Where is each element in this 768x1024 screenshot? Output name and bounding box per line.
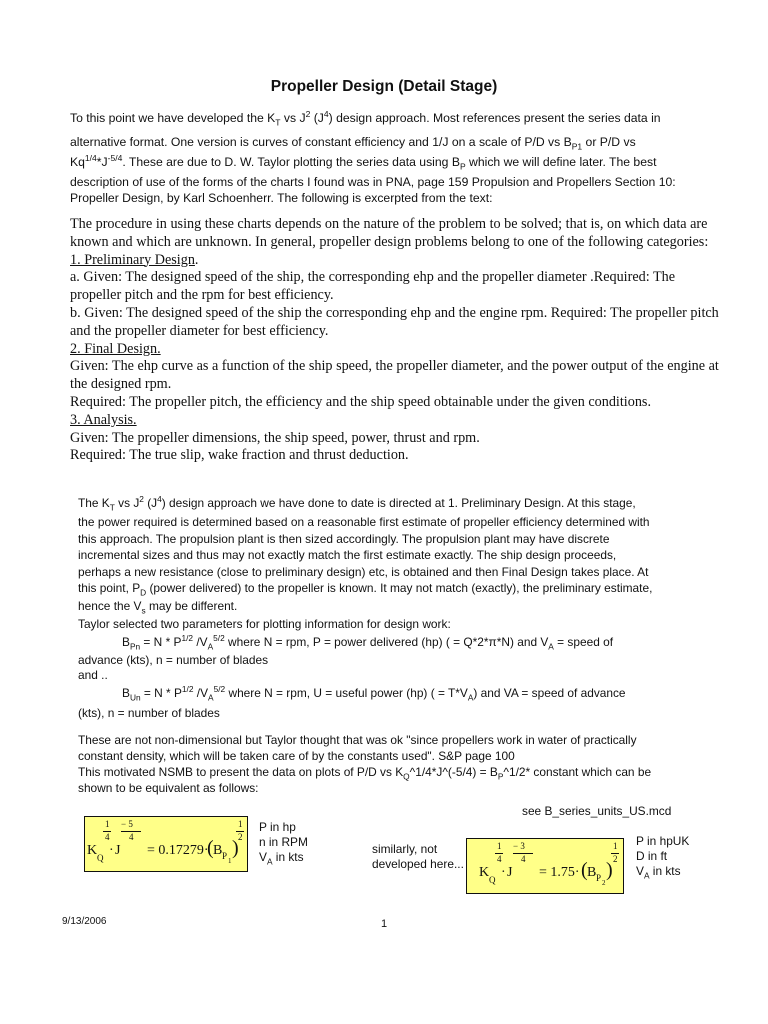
formula-symbol: (: [207, 837, 214, 859]
body-line: constant density, which will be taken care of by the constants used". S&P page 100: [78, 749, 515, 763]
similarly-note: [372, 842, 464, 872]
intro-paragraph: [70, 106, 710, 207]
page-number: 1: [381, 918, 388, 930]
excerpt-block: [70, 216, 720, 465]
formula-symbol: 2: [602, 879, 606, 887]
final-given: Given: The ehp curve as a function of the ship speed, the propeller diameter, and the power output of the engine at the designed rpm.: [70, 358, 719, 393]
reference-note: see B_series_units_US.mcd: [522, 804, 672, 818]
unit-note: n in RPM: [259, 835, 308, 849]
intro-line-2: alternative format. One version is curves of constant efficiency and 1/J on a scale of P/D vs $B_{P1}$ or P/D vs: [70, 135, 636, 152]
formula-symbol: 4: [129, 832, 134, 842]
formula-symbol: K: [87, 843, 98, 858]
category-analysis: 3. Analysis.: [70, 411, 137, 428]
formula-symbol: 2: [613, 854, 618, 864]
body-line: These are not non-dimensional but Taylor thought that was ok "since propellers work in water of practically: [78, 733, 637, 747]
unit-note: D in ft: [636, 849, 668, 863]
formula-symbol: 4: [105, 832, 110, 842]
unit-note: $V_A$ in kts: [259, 850, 304, 867]
formula-symbol: 1: [238, 819, 243, 829]
formula-symbol: ): [606, 859, 613, 881]
body-line: advance (kts), n = number of blades: [78, 653, 269, 667]
final-required: Required: The propeller pitch, the efficiency and the ship speed obtainable under the given conditions.: [70, 393, 651, 410]
formula-symbol: B: [587, 865, 597, 880]
formula-symbol: ·: [109, 843, 114, 858]
formula-2-units: [636, 834, 689, 879]
body-line: hence the $V_s$ may be different.: [78, 599, 238, 616]
body-line: This motivated NSMB to present the data on plots of P/D vs $K_Q\^{}1/4*J\^{}(-5/4)$ = $B_P\^{}1/2*$ constant which can be: [78, 765, 652, 782]
bun-definition: $B_{Un} = N * P^{1/2}$ $/V_A^{5/2}$ where N = rpm, U = useful power (hp) ( = $T*V_A$) and VA = speed of advance: [122, 684, 626, 703]
formula-symbol: 4: [497, 854, 502, 864]
body-line: incremental sizes and thus may not exactly match the first estimate exactly. The ship design proceeds,: [78, 548, 617, 562]
unit-note: P in hpUK: [636, 834, 690, 848]
formula-symbol: P: [222, 851, 228, 861]
formula-symbol: = 1.75·: [539, 865, 580, 880]
preliminary-b: b. Given: The designed speed of the ship the corresponding ehp and the engine rpm. Required: The propeller pitch and the propeller diameter for best efficiency.: [70, 304, 719, 339]
formula-symbol: 1: [105, 819, 110, 829]
intro-line-1: To this point we have developed the $K_T$ vs $J^2$ $(J^4)$ design approach. Most references present the series data in: [70, 108, 661, 128]
category-preliminary: 1. Preliminary Design.: [70, 251, 199, 268]
body-line: this approach. The propulsion plant is then sized accordingly. The propulsion plant may have discrete: [78, 532, 610, 546]
formula-symbol: 4: [521, 854, 526, 864]
formula-symbol: − 5: [121, 819, 133, 829]
unit-note: P in hp: [259, 820, 296, 834]
formula-symbol: J: [507, 865, 513, 880]
body-line: perhaps a new resistance (close to preliminary design) etc, is obtained and then Final Design takes place. At: [78, 565, 649, 579]
design-approach-paragraph: [78, 494, 718, 722]
body-line: the power required is determined based on a reasonable first estimate of propeller efficiency determined with: [78, 515, 650, 529]
footer-date: 9/13/2006: [62, 916, 107, 927]
formula-symbol: Q: [489, 875, 496, 885]
formula-symbol: 1: [613, 841, 618, 851]
formula-symbol: = 0.17279·: [147, 843, 209, 858]
body-line: Taylor selected two parameters for plotting information for design work:: [78, 617, 451, 631]
formula-symbol: B: [213, 843, 223, 858]
category-final: 2. Final Design.: [70, 340, 161, 357]
note-line: developed here...: [372, 857, 464, 871]
body-line: and ..: [78, 668, 108, 682]
formula-symbol: 2: [238, 832, 243, 842]
intro-line-5: Propeller Design, by Karl Schoenherr. The following is excerpted from the text:: [70, 191, 493, 205]
intro-line-4: description of use of the forms of the charts I found was in PNA, page 159 Propulsion and Propellers Section 10:: [70, 174, 676, 189]
body-line: The $K_T$ vs $J^2$ $(J^4)$ design approach we have done to date is directed at 1. Preliminary Design. At this stage,: [78, 494, 636, 513]
formula-symbol: P: [596, 873, 602, 883]
formula-symbol: J: [115, 843, 121, 858]
note-line: similarly, not: [372, 842, 438, 856]
formula-symbol: 1: [497, 841, 502, 851]
formula-symbol: ): [232, 837, 239, 859]
formula-symbol: (: [581, 859, 588, 881]
intro-line-3: $Kq^{1/4}*J^{-5/4}$. These are due to D. W. Taylor plotting the series data using $B_P$ which we will define later. The best: [70, 152, 657, 172]
page-title: Propeller Design (Detail Stage): [270, 78, 498, 95]
formula-symbol: ·: [501, 865, 506, 880]
excerpt-intro: The procedure in using these charts depends on the nature of the problem to be solved; that is, on which data are known and which are unknown. In general, propeller design problems belong to one of the following categories:: [70, 216, 709, 250]
formula-box-1: [84, 816, 248, 872]
formula-symbol: − 3: [513, 841, 525, 851]
analysis-given: Given: The propeller dimensions, the ship speed, power, thrust and rpm.: [70, 429, 480, 446]
formula-box-2: [466, 838, 624, 894]
analysis-required: Required: The true slip, wake fraction and thrust deduction.: [70, 447, 409, 464]
preliminary-a: a. Given: The designed speed of the ship, the corresponding ehp and the propeller diameter .Required: The propeller pitch and the rpm for best efficiency.: [70, 269, 676, 304]
body-line: (kts), n = number of blades: [78, 706, 220, 720]
formula-symbol: Q: [97, 853, 104, 863]
nsmb-paragraph: [78, 732, 718, 796]
body-line: this point, $P_D$ (power delivered) to the propeller is known. It may not match (exactly), the preliminary estimate,: [78, 581, 653, 598]
bpn-definition: $B_{Pn} = N * P^{1/2}$ $/V_A^{5/2}$ where N = rpm, P = power delivered (hp) ( = Q*2*π*N) and $V_A$ = speed of: [122, 633, 614, 652]
formula-1-units: [259, 820, 308, 865]
formula-symbol: 1: [228, 857, 232, 865]
unit-note: $V_A$ in kts: [636, 864, 681, 881]
formula-symbol: K: [479, 865, 490, 880]
body-line: shown to be equivalent as follows:: [78, 781, 259, 795]
